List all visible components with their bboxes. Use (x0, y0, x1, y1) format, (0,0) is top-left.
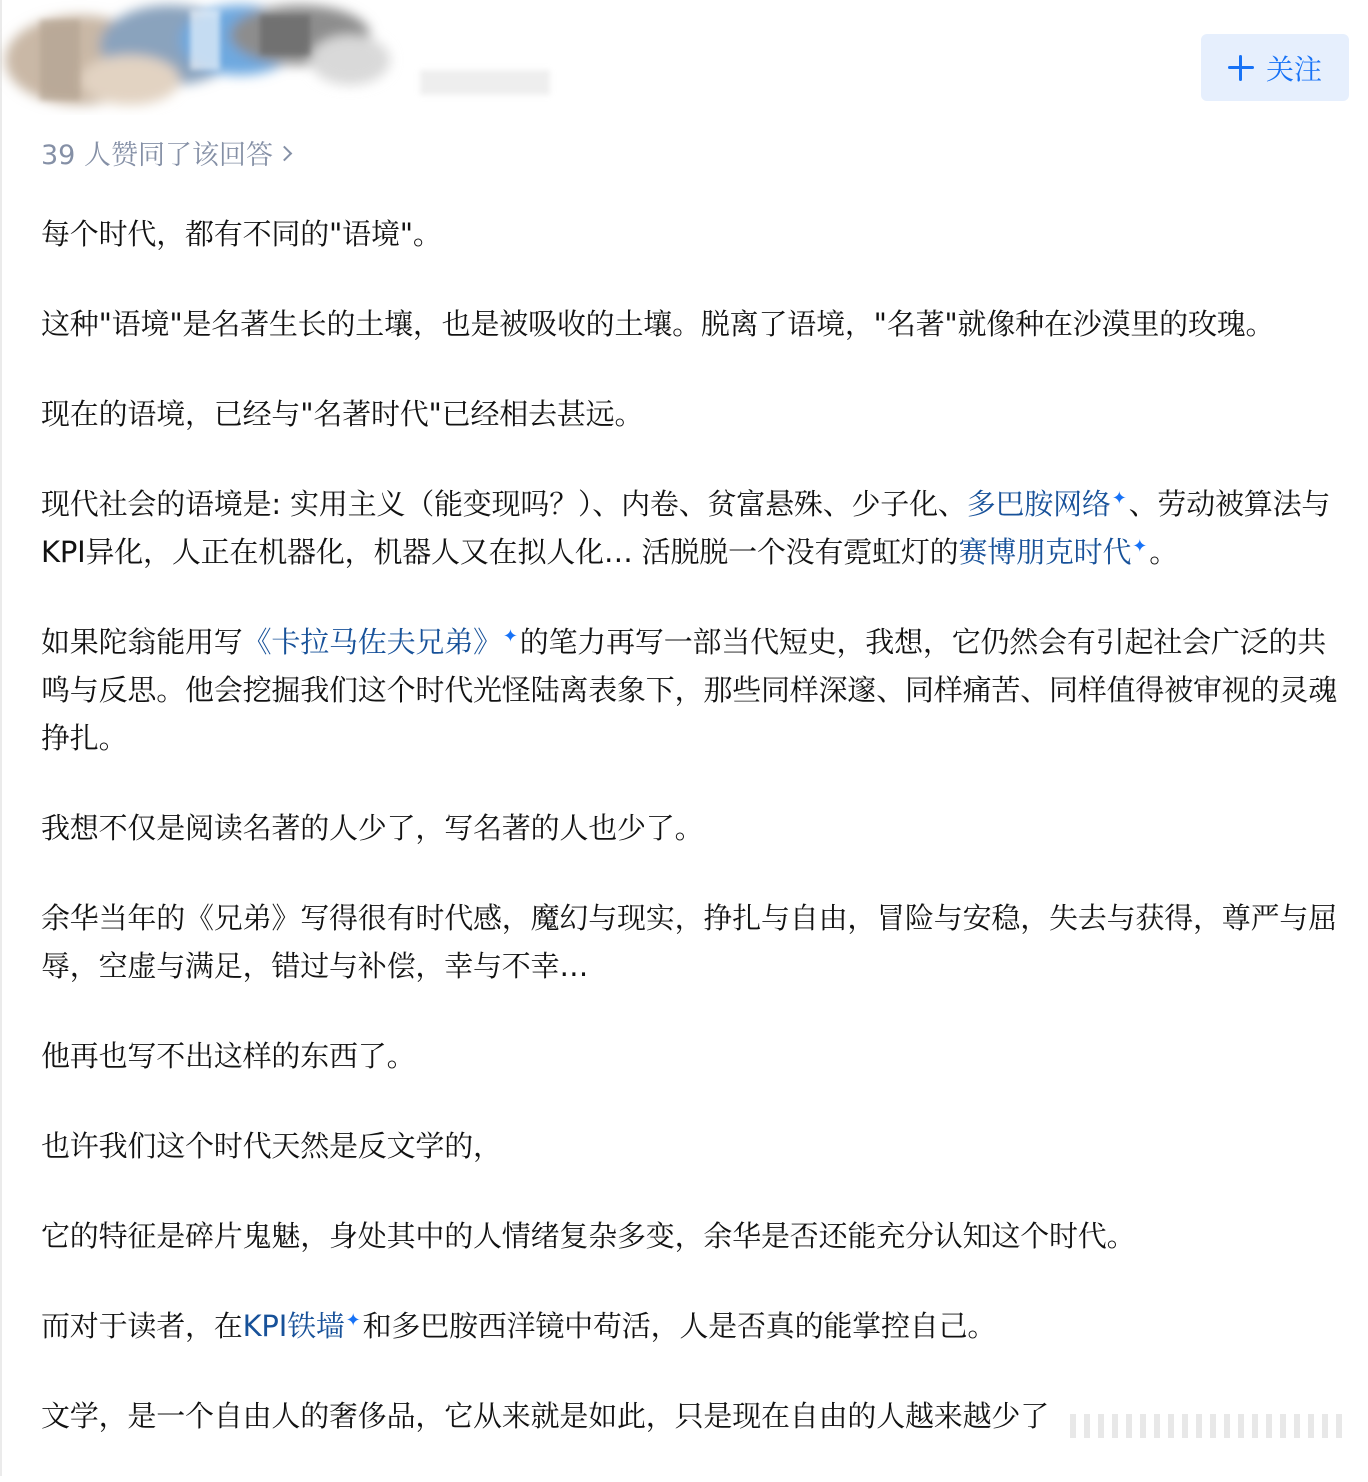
link-cyberpunk-era[interactable]: 赛博朋克时代 (958, 535, 1132, 569)
paragraph-11-text-a: 而对于读者，在 (41, 1309, 243, 1343)
vote-count-text: 39 人赞同了该回答 (41, 140, 273, 171)
paragraph-5 (41, 618, 1346, 762)
spark-icon: ✦ (1132, 536, 1148, 557)
follow-label: 关注 (1265, 52, 1322, 86)
vote-count-link[interactable] (41, 133, 290, 172)
paragraph-7: 余华当年的《兄弟》写得很有时代感，魔幻与现实，挣扎与自由，冒险与安稳，失去与获得，尊严与屈辱，空虚与满足，错过与补偿，幸与不幸… (41, 901, 1338, 983)
watermark (1060, 1406, 1360, 1446)
left-border (0, 0, 2, 1476)
spark-icon: ✦ (345, 1310, 361, 1331)
paragraph-5-text-a: 如果陀翁能用写 (41, 625, 243, 659)
link-dopamine-network[interactable]: 多巴胺网络 (966, 487, 1111, 521)
paragraph-4-text-b: 、劳动被算法与KPI异化，人正在机器化，机器人又在拟人化… 活脱脱一个没有霓虹灯的 (41, 487, 1331, 569)
paragraph-6: 我想不仅是阅读名著的人少了，写名著的人也少了。 (41, 811, 704, 845)
paragraph-4-text-c: 。 (1149, 535, 1178, 569)
paragraph-5-text-b: 的笔力再写一部当代短史，我想，它仍然会有引起社会广泛的共鸣与反思。他会挖掘我们这个时代光怪陆离表象下，那些同样深邃、同样痛苦、同样值得被审视的灵魂挣扎。 (41, 625, 1338, 755)
blurred-author-header (0, 0, 600, 115)
paragraph-3: 现在的语境，已经与"名著时代"已经相去甚远。 (41, 397, 644, 431)
answer-content (41, 210, 1346, 1482)
paragraph-4-text-a: 现代社会的语境是: 实用主义（能变现吗？）、内卷、贫富悬殊、少子化、 (41, 487, 967, 521)
link-kpi-wall[interactable]: KPI铁墙 (242, 1309, 345, 1343)
spark-icon: ✦ (1111, 488, 1127, 509)
follow-button[interactable] (1201, 34, 1349, 101)
chevron-right-icon (277, 145, 293, 161)
paragraph-11 (41, 1302, 1346, 1350)
paragraph-12: 文学，是一个自由人的奢侈品，它从来就是如此，只是现在自由的人越来越少了 (41, 1399, 1050, 1433)
paragraph-9: 也许我们这个时代天然是反文学的， (41, 1129, 502, 1163)
paragraph-2: 这种"语境"是名著生长的土壤，也是被吸收的土壤。脱离了语境，"名著"就像种在沙漠里的玫瑰。 (41, 307, 1275, 341)
paragraph-1: 每个时代，都有不同的"语境"。 (41, 217, 442, 251)
paragraph-8: 他再也写不出这样的东西了。 (41, 1039, 416, 1073)
spark-icon: ✦ (502, 626, 518, 647)
paragraph-11-text-b: 和多巴胺西洋镜中苟活，人是否真的能掌控自己。 (362, 1309, 997, 1343)
link-brothers-karamazov[interactable]: 《卡拉马佐夫兄弟》 (242, 625, 502, 659)
paragraph-10: 它的特征是碎片鬼魅，身处其中的人情绪复杂多变，余华是否还能充分认知这个时代。 (41, 1219, 1136, 1253)
plus-icon (1228, 55, 1254, 81)
paragraph-4 (41, 480, 1346, 576)
